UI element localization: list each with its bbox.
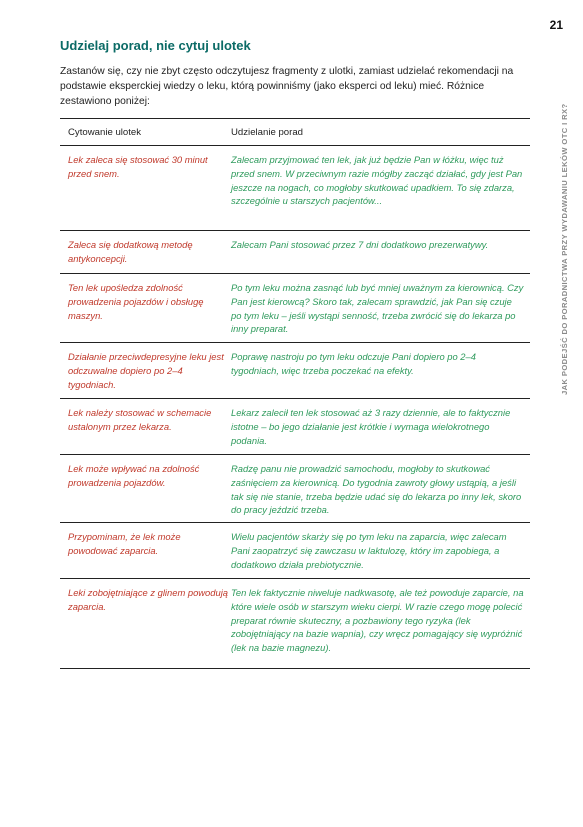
quote-cell: Zaleca się dodatkową metodę antykoncepcji. <box>68 239 193 264</box>
table-row <box>60 455 530 523</box>
comparison-table <box>60 118 530 669</box>
quote-cell: Ten lek upośledza zdolność prowadzenia pojazdów i obsługę maszyn. <box>68 282 204 321</box>
quote-cell: Działanie przeciwdepresyjne leku jest odczuwalne dopiero po 2–4 tygodniach. <box>68 351 224 390</box>
advice-cell: Wielu pacjentów skarży się po tym leku na zaparcia, więc zalecam Pani zaopatrzyć się zawczasu w laktulozę, który im zapobiega, a dodatkowo działa prebiotycznie. <box>231 531 507 570</box>
table-row <box>60 523 530 579</box>
quote-cell: Lek może wpływać na zdolność prowadzenia pojazdów. <box>68 463 200 488</box>
advice-cell: Radzę panu nie prowadzić samochodu, mogłoby to skutkować zaśnięciem za kierownicą. Do tygodnia zawroty głowy ustąpią, a jeśli tak się nie stanie, trzeba będzie udać się do lekarza po inny lek, skoro do pracy jeździć trzeba. <box>231 463 522 516</box>
quote-cell: Leki zobojętniające z glinem powodują zaparcia. <box>68 587 228 612</box>
advice-cell: Zalecam Pani stosować przez 7 dni dodatkowo prezerwatywy. <box>231 239 489 250</box>
advice-cell: Poprawę nastroju po tym leku odczuje Pani dopiero po 2–4 tygodniach, więc trzeba poczekać na efekty. <box>231 351 476 376</box>
quote-cell: Lek należy stosować w schemacie ustalonym przez lekarza. <box>68 407 212 432</box>
page-number: 21 <box>549 18 563 32</box>
quote-cell: Lek zaleca się stosować 30 minut przed snem. <box>68 154 208 179</box>
table-row <box>60 579 530 669</box>
advice-cell: Zalecam przyjmować ten lek, jak już będzie Pan w łóżku, więc tuż przed snem. W przeciwnym razie mógłby zacząć działać, gdy jest Pan jeszcze na nogach, co mogłoby skutkować upadkiem. To się zdarza, szczególnie u starszych pacjentów... <box>231 154 523 207</box>
header-quoting: Cytowanie ulotek <box>68 126 142 138</box>
intro-paragraph: Zastanów się, czy nie zbyt często odczytujesz fragmenty z ulotki, zamiast udzielać rekomendacji na podstawie eksperckiej wiedzy o leku, którą powinniśmy (jako eksperci od leku) mieć. Różnice zestawiono poniżej: <box>60 66 514 107</box>
table-row <box>60 399 530 455</box>
table-row <box>60 343 530 399</box>
side-running-title: JAK PODEJŚĆ DO PORADNICTWA PRZY WYDAWANIU LEKÓW OTC I RX? <box>560 103 569 395</box>
advice-cell: Po tym leku można zasnąć lub być mniej uważnym za kierownicą. Czy Pan jest kierowcą? Skoro tak, zalecam sprawdzić, jak Pan się czuje po tym leku – jeśli wystąpi senność, trzeba zwrócić się do lekarza po inny preparat. <box>231 282 524 335</box>
table-row <box>60 231 530 274</box>
advice-cell: Ten lek faktycznie niweluje nadkwasotę, ale też powoduje zaparcie, na które wiele osób w starszym wieku cierpi. W razie czego mogę polecić preparat równie skuteczny, a pozbawiony tego ryzyka (lek zobojętniający na bazie wapnia), czy wręcz pomagający się wypróżnić (lek na bazie magnezu). <box>231 587 524 654</box>
header-advising: Udzielanie porad <box>231 126 303 138</box>
table-row <box>60 274 530 343</box>
table-row <box>60 146 530 231</box>
advice-cell: Lekarz zalecił ten lek stosować aż 3 razy dziennie, ale to faktycznie istotne – bo jego działanie jest krótkie i wymaga wielokrotnego podania. <box>231 407 511 446</box>
table-header <box>60 118 530 146</box>
section-title: Udzielaj porad, nie cytuj ulotek <box>60 38 251 53</box>
quote-cell: Przypominam, że lek może powodować zaparcia. <box>68 531 181 556</box>
